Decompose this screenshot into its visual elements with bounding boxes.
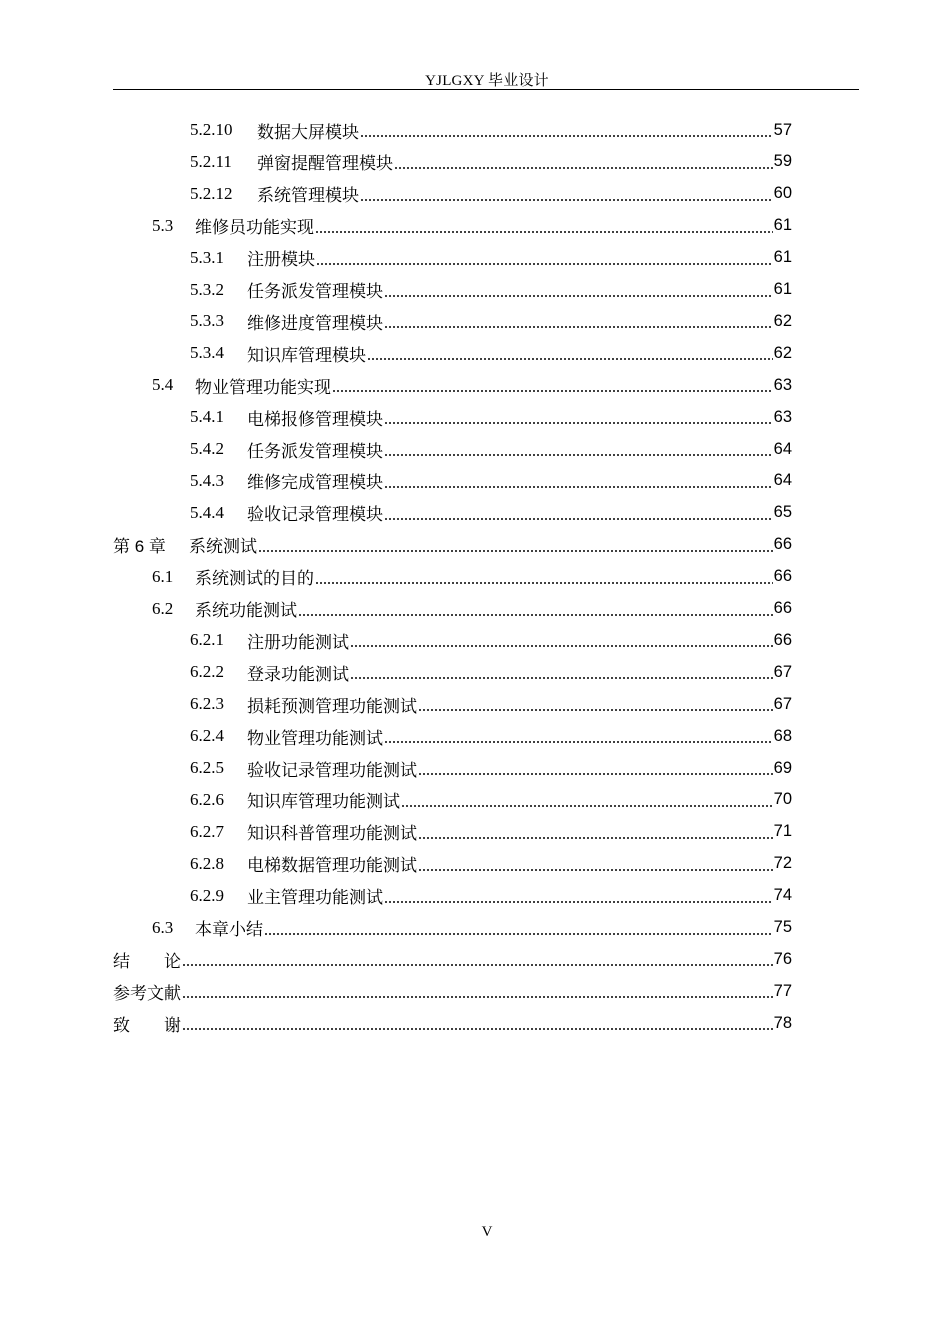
toc-entry[interactable] [190, 146, 792, 178]
toc-leader-dots [350, 656, 773, 688]
toc-entry[interactable] [190, 337, 792, 369]
toc-entry-number: 5.3.1 [190, 247, 224, 267]
toc-entry-number: 5.2.10 [190, 120, 233, 139]
toc-entry-page: 61 [773, 216, 792, 235]
toc-entry-number: 6.3 [152, 917, 174, 937]
toc-entry-page: 63 [773, 407, 792, 426]
toc-leader-dots [384, 305, 773, 337]
toc-leader-dots [182, 975, 773, 1007]
toc-entry-title: 任务派发管理模块 [247, 441, 383, 461]
toc-entry-page: 64 [773, 471, 792, 490]
toc-entry-title: 维修进度管理模块 [247, 313, 383, 333]
toc-leader-dots [384, 880, 773, 912]
toc-entry-page: 62 [773, 343, 792, 362]
toc-entry-title: 知识库管理功能测试 [247, 792, 400, 812]
toc-entry[interactable] [190, 880, 792, 912]
toc-entry-title: 损耗预测管理功能测试 [247, 696, 417, 716]
toc-entry-number: 6.2.9 [190, 885, 224, 905]
toc-entry-title: 参考文献 [113, 983, 181, 1003]
toc-entry-number: 5.4.1 [190, 407, 224, 427]
toc-entry[interactable] [190, 784, 792, 816]
toc-entry-page: 64 [773, 439, 792, 458]
header-title: YJLGXY 毕业设计 [425, 73, 549, 89]
toc-entry-title: 系统测试的目的 [195, 569, 314, 589]
toc-entry-number: 6.2.5 [190, 758, 224, 777]
toc-entry-page: 66 [773, 567, 792, 586]
toc-leader-dots [384, 497, 773, 529]
toc-leader-dots [316, 242, 773, 274]
toc-entry-page: 71 [773, 822, 792, 841]
toc-entry-page: 62 [773, 311, 792, 330]
toc-leader-dots [418, 848, 773, 880]
toc-entry-page: 59 [773, 152, 792, 171]
toc-entry-number: 5.4.3 [190, 470, 224, 490]
toc-entry-number: 6.2.1 [190, 630, 224, 650]
toc-entry-title: 维修员功能实现 [195, 218, 314, 238]
header-divider [113, 89, 859, 90]
toc-entry-title: 注册功能测试 [247, 632, 349, 652]
toc-entry[interactable] [113, 975, 792, 1007]
toc-leader-dots [350, 624, 773, 656]
toc-leader-dots [384, 401, 773, 433]
toc-entry-number: 5.3 [152, 215, 174, 235]
toc-entry[interactable] [190, 242, 792, 274]
toc-leader-dots [360, 114, 773, 146]
toc-entry-page: 76 [773, 949, 792, 968]
toc-entry[interactable] [152, 210, 792, 242]
toc-entry-page: 70 [773, 790, 792, 809]
toc-entry[interactable] [113, 529, 792, 561]
toc-entry-page: 69 [773, 758, 792, 777]
toc-leader-dots [182, 943, 773, 975]
toc-entry-number: 5.3.2 [190, 279, 224, 299]
toc-leader-dots [384, 720, 773, 752]
toc-entry-number: 6.2.7 [190, 821, 224, 841]
toc-entry-page: 57 [773, 120, 792, 139]
toc-leader-dots [418, 816, 773, 848]
toc-entry-title: 致 谢 [113, 1015, 181, 1035]
toc-entry-page: 78 [773, 1013, 792, 1032]
toc-entry[interactable] [190, 624, 792, 656]
toc-entry-title: 本章小结 [195, 920, 263, 939]
toc-entry[interactable] [190, 433, 792, 465]
toc-leader-dots [418, 688, 773, 720]
page-number: V [481, 1224, 493, 1240]
toc-entry[interactable] [113, 1007, 792, 1039]
toc-entry-page: 66 [773, 535, 792, 554]
toc-entry[interactable] [190, 114, 792, 146]
toc-entry-title: 任务派发管理模块 [247, 282, 383, 301]
toc-entry-number: 5.3.3 [190, 311, 224, 331]
toc-leader-dots [332, 369, 773, 401]
toc-entry-number: 5.2.12 [190, 183, 233, 203]
toc-entry-page: 68 [773, 726, 792, 745]
toc-entry-title: 电梯报修管理模块 [247, 409, 383, 429]
toc-entry-title: 登录功能测试 [247, 664, 349, 684]
toc-entry-title: 注册模块 [247, 250, 315, 270]
toc-leader-dots [360, 178, 773, 210]
toc-entry[interactable] [152, 369, 792, 401]
toc-leader-dots [367, 337, 773, 369]
toc-entry-number: 第 6 章 [113, 537, 166, 557]
toc-entry[interactable] [152, 561, 792, 593]
toc-entry-number: 6.2 [152, 598, 174, 618]
toc-entry[interactable] [190, 656, 792, 688]
toc-leader-dots [401, 784, 773, 816]
toc-entry-number: 6.2.4 [190, 726, 224, 746]
toc-entry[interactable] [113, 943, 792, 975]
toc-entry-title: 系统管理模块 [257, 186, 359, 206]
toc-entry-title: 电梯数据管理功能测试 [247, 856, 417, 876]
toc-entry[interactable] [190, 688, 792, 720]
toc-entry-number: 5.3.4 [190, 343, 224, 363]
toc-entry-number: 5.4 [152, 375, 174, 395]
toc-entry[interactable] [190, 274, 792, 306]
toc-entry-number: 6.2.6 [190, 789, 224, 809]
toc-leader-dots [315, 561, 773, 593]
toc-entry[interactable] [190, 178, 792, 210]
toc-entry-title: 系统功能测试 [195, 601, 297, 620]
toc-entry[interactable] [190, 497, 792, 529]
toc-entry-page: 72 [773, 854, 792, 873]
toc-entry-title: 验收记录管理功能测试 [247, 760, 417, 780]
toc-entry-title: 物业管理功能测试 [247, 728, 383, 748]
toc-entry-number: 6.2.2 [190, 662, 224, 682]
toc-entry-title: 物业管理功能实现 [195, 377, 331, 397]
toc-entry-page: 61 [773, 248, 792, 267]
toc-entry-number: 5.4.4 [190, 502, 224, 522]
toc-entry-title: 业主管理功能测试 [247, 888, 383, 908]
toc-entry-number: 5.2.11 [190, 151, 232, 171]
toc-entry[interactable] [190, 752, 792, 784]
toc-leader-dots [384, 274, 773, 306]
toc-leader-dots [182, 1007, 773, 1039]
toc-leader-dots [384, 465, 773, 497]
toc-entry[interactable] [190, 305, 792, 337]
toc-entry[interactable] [152, 593, 792, 625]
toc-leader-dots [315, 210, 773, 242]
toc-entry-page: 67 [773, 662, 792, 681]
toc-entry-number: 6.2.8 [190, 853, 224, 873]
toc-entry-number: 5.4.2 [190, 439, 224, 458]
toc-entry-title: 弹窗提醒管理模块 [257, 154, 393, 174]
toc-entry[interactable] [190, 848, 792, 880]
toc-leader-dots [298, 593, 773, 625]
toc-entry[interactable] [190, 465, 792, 497]
toc-entry-page: 75 [773, 918, 792, 936]
toc-entry-title: 知识库管理模块 [247, 345, 366, 365]
toc-entry-page: 66 [773, 599, 792, 617]
toc-entry[interactable] [190, 720, 792, 752]
toc-entry-page: 66 [773, 630, 792, 649]
toc-leader-dots [418, 752, 773, 784]
toc-entry-page: 63 [773, 375, 792, 394]
toc-entry-page: 60 [773, 184, 792, 203]
toc-entry-number: 6.2.3 [190, 694, 224, 714]
toc-entry[interactable] [190, 401, 792, 433]
toc-entry-title: 知识科普管理功能测试 [247, 824, 417, 844]
toc-entry-title: 验收记录管理模块 [247, 505, 383, 525]
toc-entry-page: 67 [773, 694, 792, 713]
toc-entry-title: 数据大屏模块 [257, 122, 359, 142]
toc-entry[interactable] [190, 816, 792, 848]
toc-entry-page: 77 [773, 981, 792, 1000]
toc-leader-dots [384, 433, 773, 465]
toc-entry-title: 系统测试 [189, 537, 257, 557]
toc-entry[interactable] [152, 912, 792, 944]
toc-entry-title: 维修完成管理模块 [247, 473, 383, 493]
toc-entry-page: 61 [773, 280, 792, 298]
toc-entry-number: 6.1 [152, 566, 174, 586]
toc-leader-dots [264, 912, 773, 944]
toc-entry-title: 结 论 [113, 951, 181, 971]
toc-entry-page: 65 [773, 503, 792, 522]
toc-entry-page: 74 [773, 886, 792, 905]
toc-leader-dots [394, 146, 773, 178]
toc-leader-dots [258, 529, 773, 561]
